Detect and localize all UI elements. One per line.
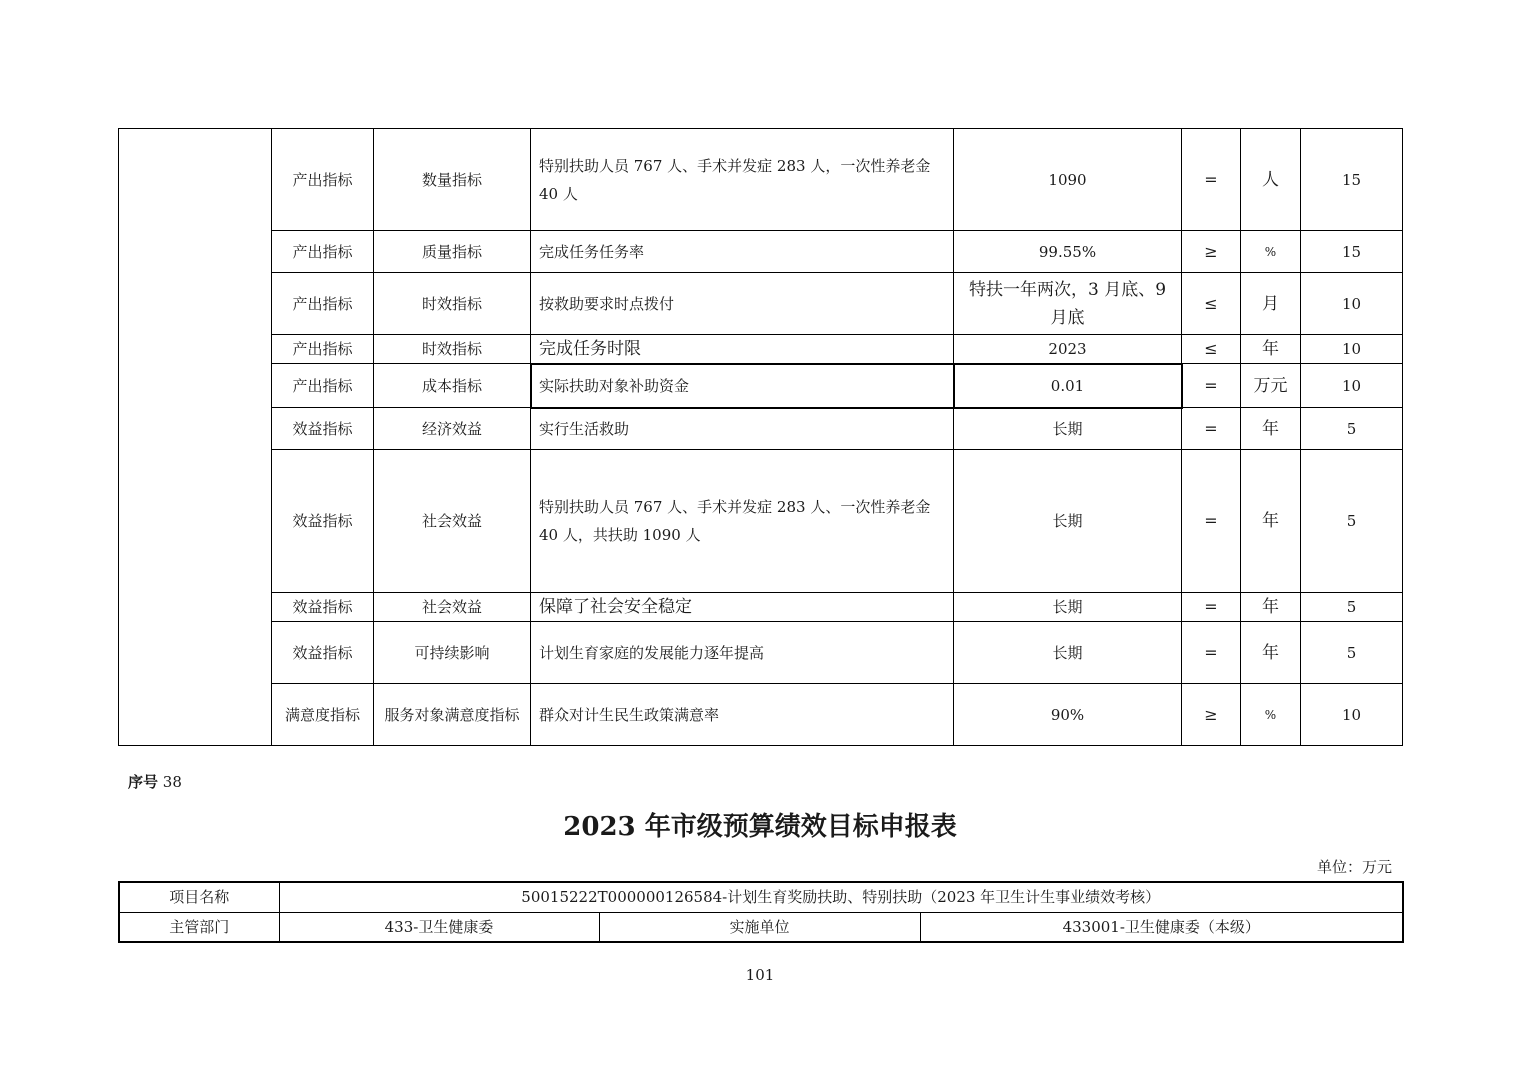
page-title: 2023 年市级预算绩效目标申报表	[563, 812, 957, 842]
table-row	[119, 335, 1403, 364]
project-name-value: 50015222T000000126584-计划生育奖励扶助、特别扶助（2023 年卫生计生事业绩效考核）	[279, 882, 1403, 912]
indicator-value: 1090	[954, 129, 1182, 231]
indicator-unit: 年	[1241, 408, 1301, 450]
indicator-unit: 月	[1241, 273, 1301, 335]
indicator-unit: 年	[1241, 593, 1301, 622]
indicator-value: 长期	[954, 408, 1182, 450]
table-row	[119, 129, 1403, 231]
indicator-description: 计划生育家庭的发展能力逐年提高	[531, 622, 954, 684]
level2-indicator: 时效指标	[374, 335, 531, 364]
comparison-operator: ≥	[1182, 231, 1241, 273]
level2-indicator: 数量指标	[374, 129, 531, 231]
performance-indicator-table	[118, 128, 1403, 746]
level1-indicator: 产出指标	[272, 273, 374, 335]
level2-indicator: 时效指标	[374, 273, 531, 335]
indicator-score: 10	[1301, 684, 1403, 746]
indicator-unit: %	[1241, 684, 1301, 746]
level2-indicator: 社会效益	[374, 593, 531, 622]
comparison-operator: ≤	[1182, 335, 1241, 364]
indicator-score: 5	[1301, 408, 1403, 450]
comparison-operator: =	[1182, 593, 1241, 622]
level2-indicator: 质量指标	[374, 231, 531, 273]
indicator-description: 特别扶助人员 767 人、手术并发症 283 人、一次性养老金 40 人，共扶助 1090 人	[531, 450, 954, 593]
comparison-operator: =	[1182, 408, 1241, 450]
indicator-description: 按救助要求时点拨付	[531, 273, 954, 335]
indicator-unit: 年	[1241, 622, 1301, 684]
indicator-unit: 年	[1241, 450, 1301, 593]
level1-indicator: 效益指标	[272, 408, 374, 450]
level1-indicator: 效益指标	[272, 450, 374, 593]
indicator-value: 长期	[954, 622, 1182, 684]
level2-indicator: 服务对象满意度指标	[374, 684, 531, 746]
indicator-score: 15	[1301, 231, 1403, 273]
indicator-value: 特扶一年两次，3 月底、9 月底	[954, 273, 1182, 335]
table-row	[119, 231, 1403, 273]
indicator-score: 15	[1301, 129, 1403, 231]
merged-blank-cell	[119, 129, 272, 746]
project-name-label: 项目名称	[119, 882, 279, 912]
sequence-number	[128, 771, 182, 792]
indicator-description: 实际扶助对象补助资金	[531, 364, 954, 408]
project-info-table	[118, 881, 1404, 943]
table-row	[119, 364, 1403, 408]
page-number: 101	[745, 966, 775, 984]
level1-indicator: 效益指标	[272, 622, 374, 684]
department-value: 433-卫生健康委	[279, 912, 599, 942]
unit-note: 单位：万元	[1316, 858, 1392, 876]
table-row	[119, 912, 1403, 942]
comparison-operator: =	[1182, 450, 1241, 593]
comparison-operator: =	[1182, 364, 1241, 408]
table-row	[119, 593, 1403, 622]
implementing-unit-label: 实施单位	[599, 912, 920, 942]
indicator-score: 5	[1301, 450, 1403, 593]
level1-indicator: 产出指标	[272, 231, 374, 273]
indicator-unit: 万元	[1241, 364, 1301, 408]
indicator-description: 群众对计生民生政策满意率	[531, 684, 954, 746]
level2-indicator: 经济效益	[374, 408, 531, 450]
indicator-description: 实行生活救助	[531, 408, 954, 450]
indicator-description: 特别扶助人员 767 人、手术并发症 283 人，一次性养老金 40 人	[531, 129, 954, 231]
indicator-description: 完成任务任务率	[531, 231, 954, 273]
level1-indicator: 产出指标	[272, 335, 374, 364]
comparison-operator: ≥	[1182, 684, 1241, 746]
indicator-description: 保障了社会安全稳定	[531, 593, 954, 622]
table-row	[119, 882, 1403, 912]
sequence-label: 序号	[128, 773, 159, 791]
indicator-score: 10	[1301, 335, 1403, 364]
indicator-score: 10	[1301, 273, 1403, 335]
level2-indicator: 成本指标	[374, 364, 531, 408]
indicator-description: 完成任务时限	[531, 335, 954, 364]
indicator-score: 5	[1301, 622, 1403, 684]
indicator-unit: 人	[1241, 129, 1301, 231]
department-label: 主管部门	[119, 912, 279, 942]
indicator-value: 2023	[954, 335, 1182, 364]
comparison-operator: ≤	[1182, 273, 1241, 335]
comparison-operator: =	[1182, 129, 1241, 231]
level1-indicator: 效益指标	[272, 593, 374, 622]
indicator-value: 99.55%	[954, 231, 1182, 273]
table-row	[119, 273, 1403, 335]
level2-indicator: 社会效益	[374, 450, 531, 593]
implementing-unit-value: 433001-卫生健康委（本级）	[920, 912, 1403, 942]
indicator-value: 0.01	[954, 364, 1182, 408]
comparison-operator: =	[1182, 622, 1241, 684]
indicator-score: 5	[1301, 593, 1403, 622]
indicator-unit: %	[1241, 231, 1301, 273]
level1-indicator: 产出指标	[272, 129, 374, 231]
level1-indicator: 产出指标	[272, 364, 374, 408]
level2-indicator: 可持续影响	[374, 622, 531, 684]
table-row	[119, 408, 1403, 450]
indicator-score: 10	[1301, 364, 1403, 408]
table-row	[119, 622, 1403, 684]
indicator-value: 90%	[954, 684, 1182, 746]
sequence-value: 38	[162, 773, 182, 791]
indicator-value: 长期	[954, 593, 1182, 622]
indicator-unit: 年	[1241, 335, 1301, 364]
level1-indicator: 满意度指标	[272, 684, 374, 746]
table-row	[119, 450, 1403, 593]
indicator-value: 长期	[954, 450, 1182, 593]
table-row	[119, 684, 1403, 746]
